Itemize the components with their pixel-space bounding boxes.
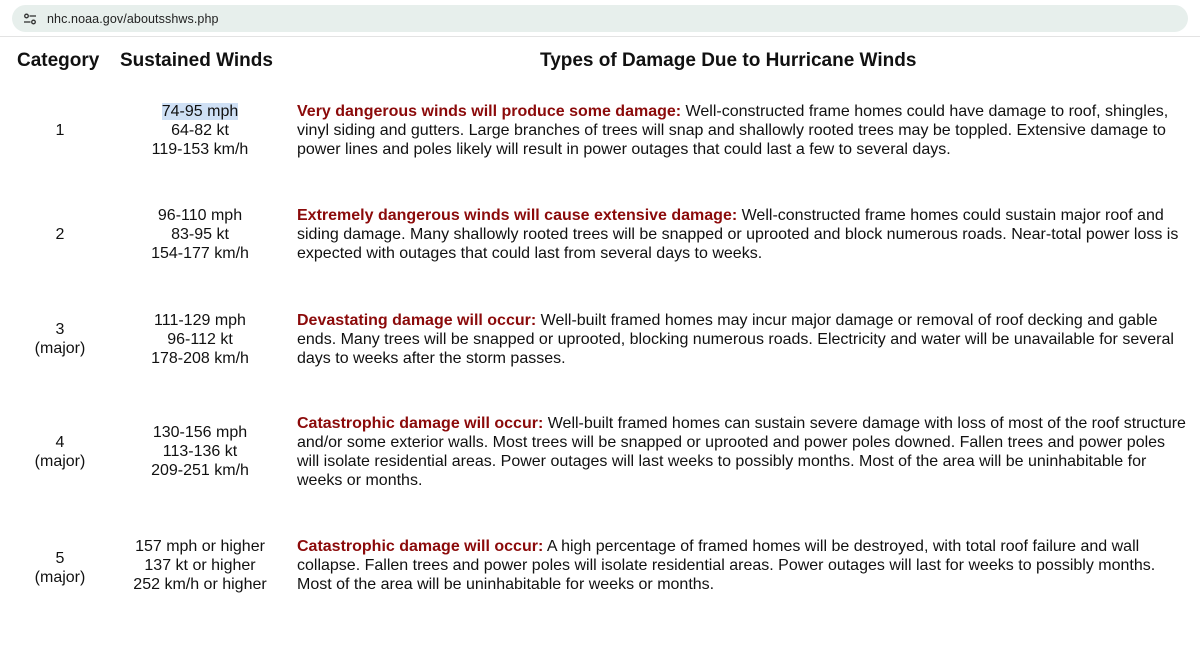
category-note: (major) (34, 340, 86, 357)
sustained-winds-cell (120, 537, 280, 594)
wind-kt: 64-82 kt (171, 122, 229, 139)
category-number: 3 (55, 321, 65, 338)
damage-lead: Extremely dangerous winds will cause extensive damage: (297, 207, 738, 224)
sustained-winds-cell (120, 311, 280, 368)
wind-kmh: 252 km/h or higher (133, 576, 267, 593)
damage-description (297, 311, 1187, 368)
wind-kmh: 209-251 km/h (151, 462, 249, 479)
damage-text: Well-built framed homes can sustain severe damage with loss of most of the roof structure and/or some exterior walls. Most trees will be snapped or uprooted and power poles downed. Fallen trees and power poles will isolate residential areas. Power outages will last weeks to possibly months. Most of the area will be uninhabitable for weeks or months. (297, 415, 1186, 489)
tune-icon[interactable] (23, 12, 37, 26)
damage-text: Well-built framed homes may incur major damage or removal of roof decking and gable ends. Many trees will be snapped or uprooted, blocking numerous roads. Electricity and water will be unavailable for several days to weeks after the storm passes. (297, 312, 1174, 367)
sustained-winds-cell (120, 206, 280, 263)
wind-kt: 113-136 kt (162, 443, 238, 460)
wind-kmh: 154-177 km/h (151, 245, 249, 262)
category-number: 2 (55, 226, 65, 243)
category-cell (0, 225, 120, 244)
damage-lead: Catastrophic damage will occur: (297, 538, 544, 555)
damage-text: Well-constructed frame homes could sustain major roof and siding damage. Many shallowly rooted trees will be snapped or uprooted and block numerous roads. Near-total power loss is expected with outages that could last from several days to weeks. (297, 207, 1179, 262)
category-cell (0, 549, 120, 587)
damage-lead: Devastating damage will occur: (297, 312, 537, 329)
header-sustained-winds: Sustained Winds (120, 50, 273, 71)
address-bar[interactable] (12, 5, 1188, 32)
wind-kmh: 178-208 km/h (151, 350, 249, 367)
wind-mph: 157 mph or higher (135, 538, 265, 555)
url-text[interactable]: nhc.noaa.gov/aboutsshws.php (47, 11, 219, 26)
category-cell (0, 433, 120, 471)
header-category: Category (17, 50, 100, 71)
category-number: 1 (55, 122, 65, 139)
sustained-winds-cell (120, 102, 280, 159)
browser-toolbar (0, 0, 1200, 37)
sustained-winds-cell (120, 423, 280, 480)
wind-mph: 130-156 mph (152, 424, 248, 441)
category-number: 5 (55, 550, 65, 567)
category-note: (major) (34, 453, 86, 470)
damage-lead: Catastrophic damage will occur: (297, 415, 544, 432)
wind-kt: 83-95 kt (171, 226, 229, 243)
wind-mph-selected: 74-95 mph (161, 103, 239, 120)
category-cell (0, 320, 120, 358)
damage-lead: Very dangerous winds will produce some damage: (297, 103, 682, 120)
wind-mph (120, 102, 280, 121)
wind-mph: 111-129 mph (154, 312, 246, 329)
damage-description (297, 414, 1187, 490)
wind-mph: 96-110 mph (157, 207, 243, 224)
header-damage-types: Types of Damage Due to Hurricane Winds (540, 50, 917, 71)
damage-text: A high percentage of framed homes will be destroyed, with total roof failure and wall collapse. Fallen trees and power poles will isolate residential areas. Power outages will last for weeks to possibly months. Most of the area will be uninhabitable for weeks or months. (297, 538, 1156, 593)
damage-description (297, 206, 1187, 263)
damage-text: Well-constructed frame homes could have damage to roof, shingles, vinyl siding and gutters. Large branches of trees will snap and shallowly rooted trees may be toppled. Extensive damage to power lines and poles likely will result in power outages that could last a few to several days. (297, 103, 1169, 158)
wind-kmh: 119-153 km/h (151, 141, 249, 158)
damage-description (297, 102, 1187, 159)
category-cell (0, 121, 120, 140)
category-note: (major) (34, 569, 86, 586)
wind-kt: 137 kt or higher (144, 557, 256, 574)
damage-description (297, 537, 1187, 594)
category-number: 4 (55, 434, 65, 451)
wind-kt: 96-112 kt (167, 331, 233, 348)
